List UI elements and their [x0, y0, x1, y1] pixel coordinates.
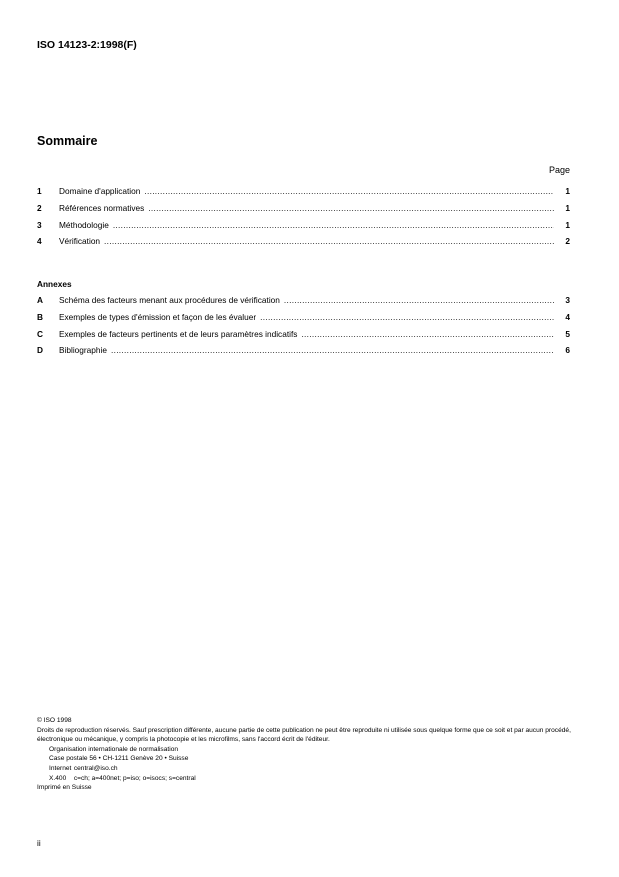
- toc-entry-number: 3: [37, 219, 42, 230]
- toc-entry-page: 3: [565, 295, 570, 305]
- toc-leader-dots: [104, 236, 554, 246]
- x400-line: [37, 774, 577, 784]
- copyright-line: © ISO 1998: [37, 717, 72, 724]
- toc-entry-title: Références normatives: [59, 202, 145, 213]
- toc-entry-title: Bibliographie: [59, 345, 107, 356]
- toc-annex-entry[interactable]: [37, 329, 570, 346]
- toc-leader-dots: [148, 203, 554, 213]
- x400-address: c=ch; a=400net; p=iso; o=isocs; s=central: [73, 774, 196, 782]
- toc-leader-dots: [260, 312, 554, 322]
- toc-entry-page: 1: [565, 186, 570, 196]
- internet-address[interactable]: central@iso.ch: [73, 764, 118, 772]
- toc-entry-title: Vérification: [59, 236, 101, 247]
- toc-entry-number: C: [37, 328, 43, 339]
- toc-entry-page: 6: [565, 345, 570, 356]
- toc-entry-number: 1: [37, 186, 42, 196]
- toc-leader-dots: [301, 329, 554, 339]
- toc-entry-title: Exemples de facteurs pertinents et de leurs paramètres indicatifs: [59, 328, 298, 339]
- document-identifier: ISO 14123-2:1998(F): [37, 39, 137, 51]
- toc-annexes: [37, 295, 570, 362]
- toc-entry-page: 4: [565, 311, 570, 322]
- toc-leader-dots: [113, 220, 554, 230]
- toc-entry-title: Exemples de types d'émission et façon de les évaluer: [59, 311, 257, 322]
- toc-entry-title: Méthodologie: [59, 219, 109, 230]
- toc-leader-dots: [111, 345, 554, 355]
- annexes-heading: Annexes: [37, 279, 72, 289]
- toc-entry-number: A: [37, 295, 43, 305]
- toc-entry-number: 4: [37, 236, 42, 247]
- toc-entry[interactable]: [37, 220, 570, 237]
- toc-entry-number: D: [37, 345, 43, 356]
- internet-label: Internet: [49, 764, 72, 772]
- toc-entry-title: Schéma des facteurs menant aux procédures de vérification: [59, 295, 280, 305]
- toc-entry-page: 1: [565, 202, 570, 213]
- toc-entry-number: 2: [37, 202, 42, 213]
- toc-leader-dots: [144, 186, 554, 196]
- toc-entry-number: B: [37, 311, 43, 322]
- printed-in: Imprimé en Suisse: [37, 784, 92, 792]
- toc-entry[interactable]: [37, 236, 570, 253]
- toc-entry-page: 5: [565, 328, 570, 339]
- postal-address: Case postale 56 • CH-1211 Genève 20 • Suisse: [49, 755, 189, 763]
- toc-clauses: [37, 186, 570, 253]
- toc-annex-entry[interactable]: [37, 295, 570, 312]
- toc-entry-page: 1: [565, 219, 570, 230]
- toc-entry[interactable]: [37, 203, 570, 220]
- toc-entry-title: Domaine d'application: [59, 186, 141, 196]
- page-column-label: Page: [548, 165, 570, 175]
- x400-label: X.400: [49, 774, 67, 782]
- rights-statement: Droits de reproduction réservés. Sauf prescription différente, aucune partie de cette publication ne peut être reproduite ni utilisée sous quelque forme que ce soit et par aucun procédé, électronique ou mécanique, y compris la photocopie et les microfilms, sans l'accord écrit de l'éditeur.: [37, 726, 571, 744]
- toc-annex-entry[interactable]: [37, 345, 570, 362]
- internet-line: [37, 764, 577, 774]
- toc-entry[interactable]: [37, 186, 570, 203]
- contents-title: Sommaire: [37, 134, 98, 148]
- copyright-block: [37, 716, 577, 793]
- page-number: ii: [37, 838, 41, 848]
- organisation-name: Organisation internationale de normalisation: [49, 745, 179, 753]
- toc-annex-entry[interactable]: [37, 312, 570, 329]
- toc-entry-page: 2: [565, 236, 570, 247]
- toc-leader-dots: [284, 295, 554, 305]
